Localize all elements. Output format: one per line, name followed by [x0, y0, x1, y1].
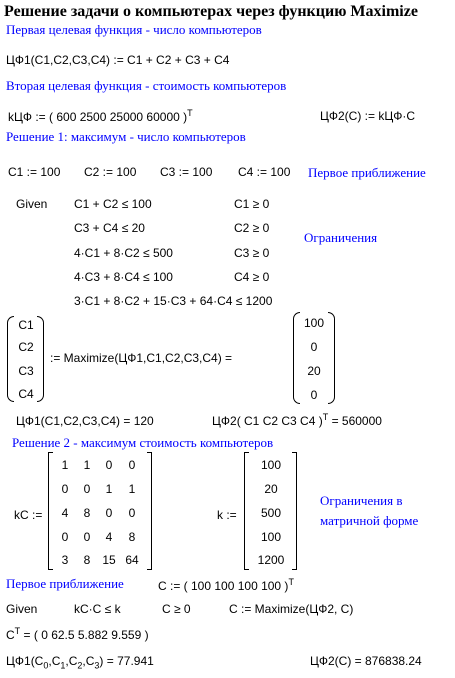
- matrix-constraint[interactable]: kC·C ≤ k: [74, 602, 121, 616]
- kc-cell: 0: [61, 530, 69, 544]
- first-approx-label-2: Первое приближение: [6, 576, 124, 591]
- given-keyword-2[interactable]: Given: [6, 602, 38, 616]
- f1-arg-0: 0: [43, 660, 49, 671]
- vars-right-paren: [37, 316, 44, 402]
- matrix-form-label-1: Ограничения в: [320, 493, 403, 508]
- given-keyword[interactable]: Given: [16, 197, 48, 211]
- kc-cell: 1: [83, 458, 91, 472]
- k-label[interactable]: k :=: [217, 508, 237, 522]
- page-title: Решение задачи о компьютерах через функцию Maximize: [4, 3, 418, 20]
- k-cell: 20: [264, 482, 278, 496]
- kc-cell: 0: [105, 506, 113, 520]
- kc-label[interactable]: kC :=: [14, 508, 43, 522]
- kc-right-bracket: [147, 452, 152, 570]
- nonneg-c2[interactable]: C2 ≥ 0: [234, 221, 270, 235]
- c-transpose-result[interactable]: [6, 627, 149, 641]
- k-right-bracket: [292, 452, 297, 570]
- kc-cell: 3: [61, 553, 69, 567]
- matrix-form-label-2: матричной форме: [320, 513, 419, 528]
- nonneg-c1[interactable]: C1 ≥ 0: [234, 197, 270, 211]
- c-initial-expression: C := ( 100 100 100 100 ): [158, 579, 289, 593]
- kc-cell: 64: [125, 553, 139, 567]
- f2-result[interactable]: [212, 413, 382, 427]
- f1-arg-1: 1: [60, 660, 66, 671]
- transpose-mark: T: [288, 577, 294, 587]
- k-cell: 1200: [257, 553, 285, 567]
- f1-arg-2: 2: [77, 660, 83, 671]
- kcf-expression: kЦФ := ( 600 2500 25000 60000 ): [8, 110, 188, 124]
- k-left-bracket: [244, 452, 249, 570]
- f2-definition[interactable]: ЦФ2(C) := kЦФ·C: [320, 109, 416, 123]
- nonneg-constraint[interactable]: C ≥ 0: [162, 602, 191, 616]
- kc-cell: 8: [83, 506, 91, 520]
- vars-left-paren: [7, 316, 14, 402]
- f1-arg-3: 3: [94, 660, 100, 671]
- transpose-mark: T: [322, 412, 329, 422]
- maximize-expression[interactable]: := Maximize(ЦФ1,C1,C2,C3,C4) =: [50, 351, 233, 365]
- kc-cell: 0: [83, 482, 91, 496]
- nonneg-c4[interactable]: C4 ≥ 0: [234, 270, 270, 284]
- c-transpose-lhs: C: [6, 628, 15, 642]
- kc-cell: 15: [102, 553, 116, 567]
- nonneg-c3[interactable]: C3 ≥ 0: [234, 246, 270, 260]
- constraint-5[interactable]: 3·C1 + 8·C2 + 15·C3 + 64·C4 ≤ 1200: [74, 294, 273, 308]
- f1-definition[interactable]: ЦФ1(C1,C2,C3,C4) := C1 + C2 + C3 + C4: [6, 53, 230, 67]
- constraint-3[interactable]: 4·C1 + 8·C2 ≤ 500: [74, 246, 173, 260]
- kc-cell: 0: [105, 458, 113, 472]
- f1-name: ЦФ1: [6, 654, 31, 668]
- kc-cell: 0: [128, 506, 136, 520]
- init-c3[interactable]: C3 := 100: [160, 165, 213, 179]
- maximize-call[interactable]: C := Maximize(ЦФ2, C): [229, 602, 354, 616]
- kc-cell: 1: [61, 458, 69, 472]
- kc-left-bracket: [48, 452, 53, 570]
- target2-label: Вторая целевая функция - стоимость компьютеров: [6, 78, 287, 93]
- transpose-mark: T: [187, 108, 193, 118]
- sol2-heading: Решение 2 - максимум стоимость компьютеров: [12, 435, 274, 450]
- target1-label: Первая целевая функция - число компьютеров: [6, 22, 262, 37]
- f1-value: = 77.941: [106, 654, 154, 668]
- kc-cell: 8: [83, 553, 91, 567]
- kc-cell: 4: [61, 506, 69, 520]
- kc-cell: 4: [105, 530, 113, 544]
- result-c2: 0: [310, 340, 318, 354]
- constraint-2[interactable]: C3 + C4 ≤ 20: [74, 221, 145, 235]
- c-transpose-values: = ( 0 62.5 5.882 9.559 ): [23, 628, 149, 642]
- f2-value: = 560000: [331, 414, 382, 428]
- f2-name: ЦФ2: [212, 414, 237, 428]
- result-c1: 100: [303, 316, 325, 330]
- f1-result[interactable]: ЦФ1(C1,C2,C3,C4) = 120: [16, 414, 154, 428]
- kc-cell: 0: [61, 482, 69, 496]
- c-initial[interactable]: [158, 578, 294, 592]
- kc-cell: 0: [83, 530, 91, 544]
- kc-cell: 0: [128, 458, 136, 472]
- limits-label: Ограничения: [304, 230, 378, 245]
- constraint-1[interactable]: C1 + C2 ≤ 100: [74, 197, 152, 211]
- sol1-heading: Решение 1: максимум - число компьютеров: [6, 129, 246, 144]
- var-c2: C2: [18, 340, 34, 354]
- k-cell: 100: [260, 458, 282, 472]
- result-c3: 20: [307, 364, 321, 378]
- constraint-4[interactable]: 4·C3 + 8·C4 ≤ 100: [74, 270, 173, 284]
- init-c4[interactable]: C4 := 100: [238, 165, 291, 179]
- kc-cell: 1: [128, 482, 136, 496]
- init-c1[interactable]: C1 := 100: [8, 165, 61, 179]
- kcf-definition[interactable]: [8, 109, 193, 123]
- f1-result-2[interactable]: $ЦФ1(C_0,C_1,C_2,C_3) = 77.941$: [6, 654, 154, 671]
- k-cell: 500: [260, 506, 282, 520]
- k-cell: 100: [260, 530, 282, 544]
- f2-args: ( C1 C2 C3 C4 ): [236, 414, 323, 428]
- init-c2[interactable]: C2 := 100: [84, 165, 137, 179]
- var-c3: C3: [18, 364, 34, 378]
- result-c4: 0: [310, 388, 318, 402]
- var-c4: C4: [18, 387, 34, 401]
- kc-cell: 1: [105, 482, 113, 496]
- f2-result-2[interactable]: ЦФ2(C) = 876838.24: [310, 654, 422, 668]
- var-c1: C1: [18, 318, 34, 332]
- first-approx-label: Первое приближение: [308, 165, 426, 180]
- kc-cell: 8: [128, 530, 136, 544]
- transpose-mark: T: [14, 626, 21, 636]
